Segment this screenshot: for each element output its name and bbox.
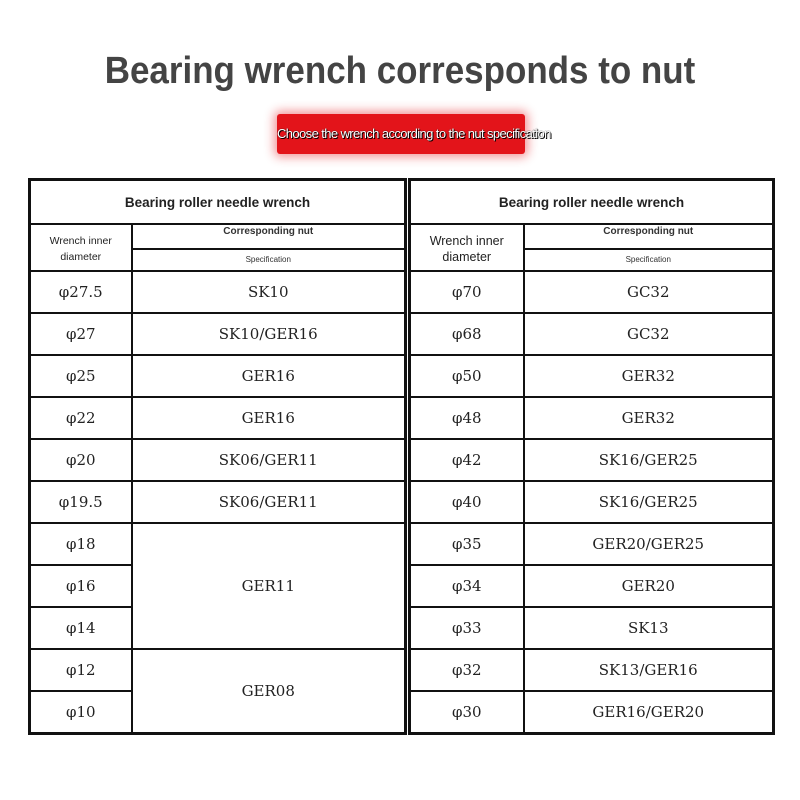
- right-diameter-cell: φ32: [410, 649, 524, 691]
- left-nut-column-header: Corresponding nut: [132, 224, 406, 249]
- left-nut-cell: GER16: [132, 355, 406, 397]
- left-diameter-cell: φ25: [30, 355, 132, 397]
- right-nut-cell: GER32: [524, 355, 774, 397]
- page-title: Bearing wrench corresponds to nut: [104, 50, 696, 92]
- right-diameter-cell: φ70: [410, 271, 524, 313]
- left-diameter-column-header: Wrench inner diameter: [30, 224, 132, 271]
- left-diameter-cell: φ12: [30, 649, 132, 691]
- left-nut-cell: SK10/GER16: [132, 313, 406, 355]
- right-nut-cell: GER20: [524, 565, 774, 607]
- left-spec-column-header: Specification: [132, 249, 406, 271]
- right-nut-cell: GER20/GER25: [524, 523, 774, 565]
- left-nut-cell: GER16: [132, 397, 406, 439]
- right-nut-cell: SK16/GER25: [524, 481, 774, 523]
- right-table-header: Bearing roller needle wrench: [410, 180, 774, 225]
- left-diameter-cell: φ19.5: [30, 481, 132, 523]
- left-nut-cell: SK06/GER11: [132, 481, 406, 523]
- left-nut-cell-merged: GER08: [132, 649, 406, 734]
- left-nut-cell: SK06/GER11: [132, 439, 406, 481]
- right-wrench-table: [408, 178, 775, 735]
- right-spec-column-header: Specification: [524, 249, 774, 271]
- right-diameter-cell: φ40: [410, 481, 524, 523]
- left-diameter-cell: φ16: [30, 565, 132, 607]
- right-diameter-cell: φ48: [410, 397, 524, 439]
- right-nut-cell: GER32: [524, 397, 774, 439]
- right-nut-cell: SK13/GER16: [524, 649, 774, 691]
- left-diameter-cell: φ27: [30, 313, 132, 355]
- right-nut-column-header: Corresponding nut: [524, 224, 774, 249]
- right-diameter-cell: φ68: [410, 313, 524, 355]
- right-nut-cell: GC32: [524, 271, 774, 313]
- right-nut-cell: GC32: [524, 313, 774, 355]
- right-nut-cell: SK13: [524, 607, 774, 649]
- left-diameter-cell: φ10: [30, 691, 132, 734]
- left-nut-cell: SK10: [132, 271, 406, 313]
- right-diameter-cell: φ50: [410, 355, 524, 397]
- right-diameter-cell: φ42: [410, 439, 524, 481]
- left-diameter-cell: φ22: [30, 397, 132, 439]
- left-diameter-cell: φ14: [30, 607, 132, 649]
- left-nut-cell-merged: GER11: [132, 523, 406, 649]
- right-diameter-column-header: Wrench inner diameter: [410, 224, 524, 271]
- left-diameter-cell: φ20: [30, 439, 132, 481]
- left-diameter-cell: φ27.5: [30, 271, 132, 313]
- left-table-header: Bearing roller needle wrench: [30, 180, 406, 225]
- right-diameter-cell: φ34: [410, 565, 524, 607]
- subtitle-text: Choose the wrench according to the nut specification: [277, 126, 551, 141]
- left-diameter-cell: φ18: [30, 523, 132, 565]
- right-nut-cell: GER16/GER20: [524, 691, 774, 734]
- right-diameter-cell: φ35: [410, 523, 524, 565]
- left-wrench-table: [28, 178, 407, 735]
- right-nut-cell: SK16/GER25: [524, 439, 774, 481]
- right-diameter-cell: φ30: [410, 691, 524, 734]
- right-diameter-cell: φ33: [410, 607, 524, 649]
